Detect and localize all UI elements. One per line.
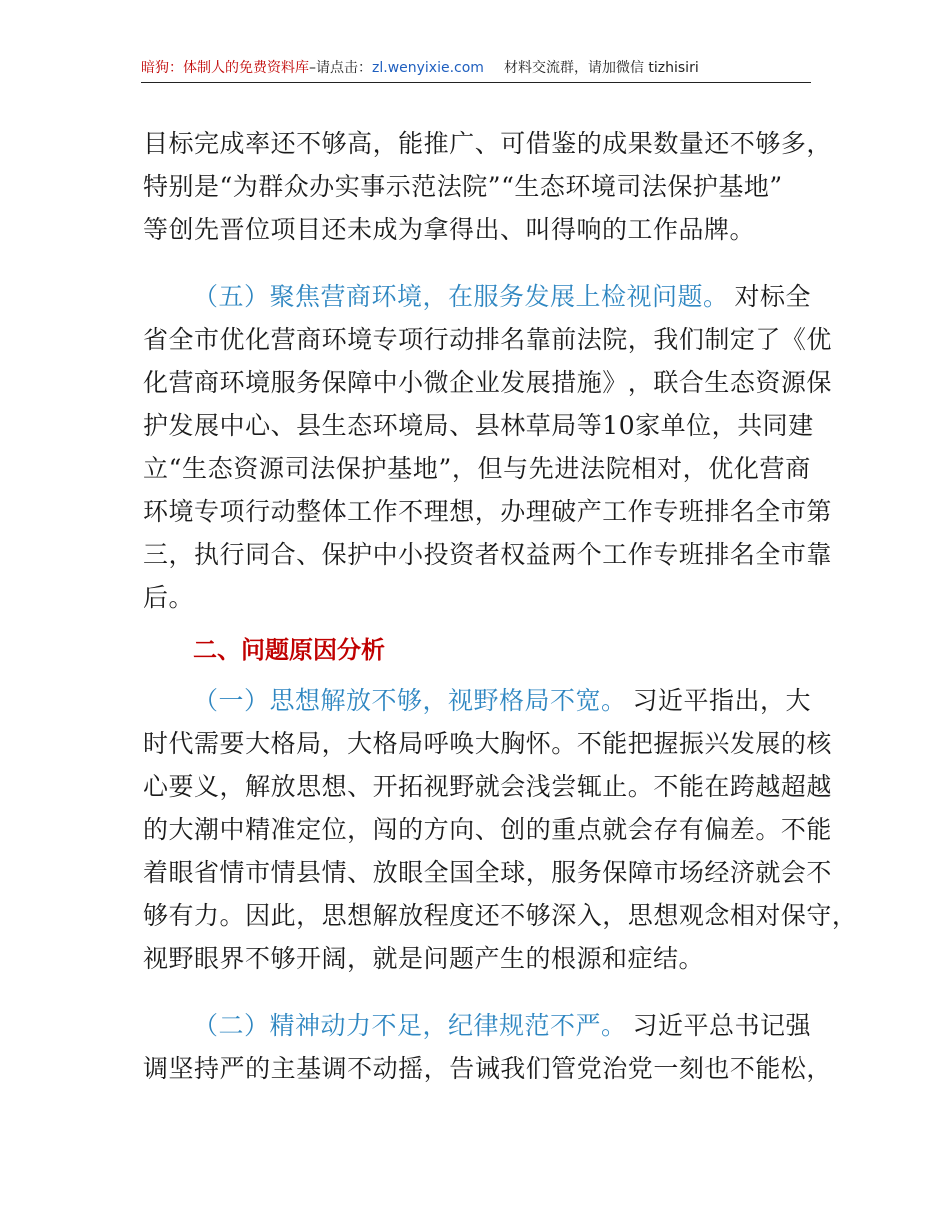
text-line	[143, 1004, 811, 1047]
paragraph-text: 对标全	[734, 282, 811, 311]
text-line: 等创先晋位项目还未成为拿得出、叫得响的工作品牌。	[143, 215, 756, 244]
text-line: 环 境 专 项 行 动 整 体 工 作 不 理 想 ， 办 理 破 产 工 作 专 班 排 名 全 市 第	[143, 497, 832, 526]
text-line: 后。	[143, 583, 195, 612]
paragraph-heading: （一）思想解放不够，视野格局不宽。	[193, 686, 627, 715]
text-line: 特别是“为群众办实事示范法院”“生态环境司法保护基地”	[143, 172, 783, 201]
text-line	[143, 275, 811, 318]
paragraph-heading: （二）精神动力不足，纪律规范不严。	[193, 1011, 627, 1040]
header-prompt: –请点击：	[309, 60, 372, 76]
text-line: 时 代 需 要 大 格 局 ， 大 格 局 呼 唤 大 胸 怀 。 不 能 把 握 振 兴 发 展 的 核	[143, 729, 832, 758]
text-line: 着 眼 省 情 市 情 县 情 、 放 眼 全 国 全 球 ， 服 务 保 障 市 场 经 济 就 会 不	[143, 858, 832, 887]
text-line: 立 “ 生 态 资 源 司 法 保 护 基 地 ” ， 但 与 先 进 法 院 相 对 ， 优 化 营 商	[143, 454, 811, 483]
text-line: 护 发 展 中 心 、 县 生 态 环 境 局 、 县 林 草 局 等 1 0 家 单 位 ， 共 同 建	[143, 411, 814, 440]
text-line: 的 大 潮 中 精 准 定 位 ， 闯 的 方 向 、 创 的 重 点 就 会 存 有 偏 差 。 不 能	[143, 815, 832, 844]
text-line: 够 有 力 。 因 此 ， 思 想 解 放 程 度 还 不 够 深 入 ， 思 想 观 念 相 对 保 守 ，	[143, 901, 858, 930]
document-body	[143, 122, 858, 1090]
text-line: 心 要 义 ， 解 放 思 想 、 开 拓 视 野 就 会 浅 尝 辄 止 。 不 能 在 跨 越 超 越	[143, 772, 832, 801]
paragraph-five	[143, 275, 832, 619]
text-line	[143, 679, 811, 722]
text-line: 省 全 市 优 化 营 商 环 境 专 项 行 动 排 名 靠 前 法 院 ， 我 们 制 定 了 《 优	[143, 325, 832, 354]
paragraph-continuation	[143, 122, 832, 251]
header-wechat: 材料交流群，请加微信 tizhisiri	[503, 60, 699, 76]
page-header	[141, 56, 811, 83]
text-line: 视野眼界不够开阔，就是问题产生的根源和症结。	[143, 944, 705, 973]
paragraph-text: 习近平指出，大	[632, 686, 811, 715]
paragraph-heading: （五）聚焦营商环境，在服务发展上检视问题。	[193, 282, 729, 311]
text-line: 化 营 商 环 境 服 务 保 障 中 小 微 企 业 发 展 措 施 》 ， 联 合 生 态 资 源 保	[143, 368, 832, 397]
header-url-link[interactable]: zl.wenyixie.com	[372, 60, 484, 76]
text-line: 三 ， 执 行 同 合 、 保 护 中 小 投 资 者 权 益 两 个 工 作 专 班 排 名 全 市 靠	[143, 540, 832, 569]
paragraph-sub-one	[143, 679, 858, 980]
section-title: 二、问题原因分析	[193, 636, 385, 664]
paragraph-sub-two	[143, 1004, 832, 1090]
text-line: 调 坚 持 严 的 主 基 调 不 动 摇 ， 告 诫 我 们 管 党 治 党 一 刻 也 不 能 松 ，	[143, 1054, 832, 1083]
paragraph-text: 习近平总书记强	[632, 1011, 811, 1040]
text-line: 目 标 完 成 率 还 不 够 高 ， 能 推 广 、 可 借 鉴 的 成 果 数 量 还 不 够 多 ，	[143, 129, 832, 158]
header-brand: 暗狗：体制人的免费资料库	[141, 60, 309, 76]
